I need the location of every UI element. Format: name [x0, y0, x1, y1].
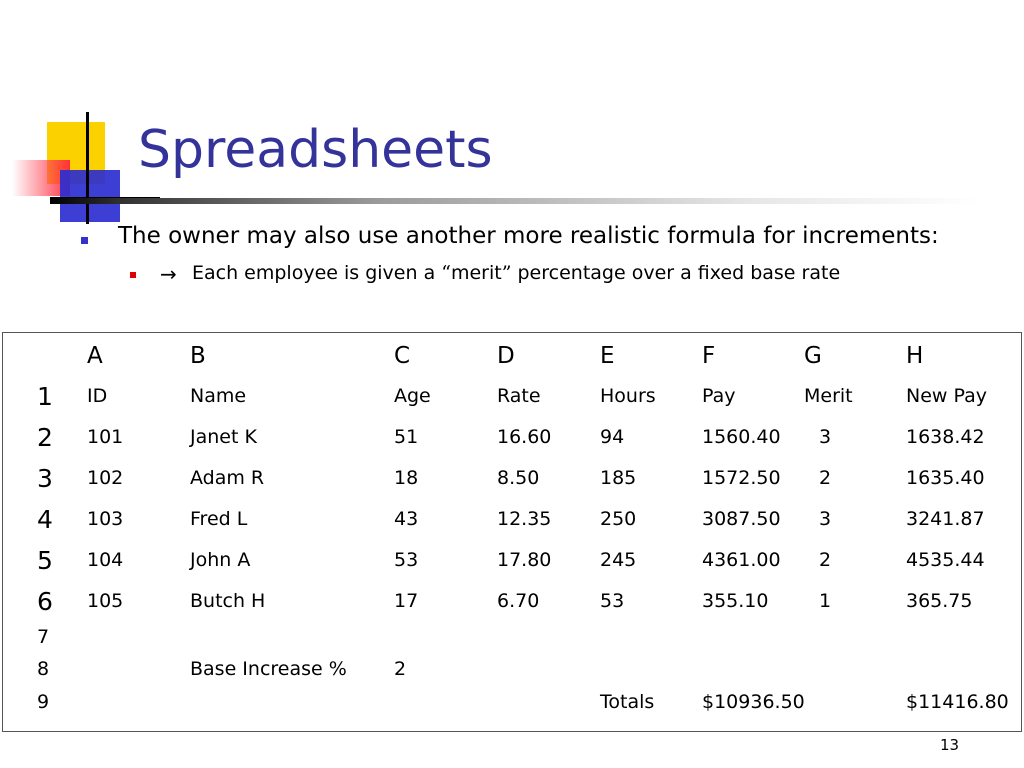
cell-d5: 17.80 — [497, 549, 552, 571]
row-header-1: 1 — [37, 382, 53, 411]
bullet-marker — [81, 237, 88, 244]
sub-bullet-marker — [130, 272, 136, 278]
close-quote: ” — [501, 262, 512, 284]
cell-h1: New Pay — [906, 385, 987, 407]
merit-word: merit — [450, 262, 502, 284]
column-header-d: D — [497, 343, 515, 369]
cell-f3: 1572.50 — [702, 467, 781, 489]
cell-f4: 3087.50 — [702, 508, 781, 530]
cell-d2: 16.60 — [497, 426, 552, 448]
column-header-h: H — [906, 343, 924, 369]
row-header-3: 3 — [37, 464, 53, 493]
row-header-6: 6 — [37, 587, 53, 616]
sub-bullet-post: percentage over a fixed base rate — [511, 262, 841, 284]
cell-h9: $11416.80 — [906, 691, 1009, 713]
cell-f5: 4361.00 — [702, 549, 781, 571]
cell-c6: 17 — [394, 590, 419, 612]
cell-f9: $10936.50 — [702, 691, 805, 713]
row-header-4: 4 — [37, 505, 53, 534]
cell-c1: Age — [394, 385, 431, 407]
cell-g3: 2 — [819, 467, 832, 489]
cell-h5: 4535.44 — [906, 549, 985, 571]
cell-h3: 1635.40 — [906, 467, 985, 489]
cell-g2: 3 — [819, 426, 832, 448]
cell-b1: Name — [190, 385, 247, 407]
cell-d3: 8.50 — [497, 467, 540, 489]
row-header-2: 2 — [37, 423, 53, 452]
cell-b5: John A — [190, 549, 251, 571]
cell-d1: Rate — [497, 385, 541, 407]
row-header-8: 8 — [37, 658, 50, 680]
row-header-7: 7 — [37, 626, 50, 648]
cell-d6: 6.70 — [497, 590, 540, 612]
cell-e6: 53 — [600, 590, 625, 612]
open-quote: “ — [441, 262, 451, 284]
page-number: 13 — [940, 736, 960, 754]
column-header-c: C — [394, 343, 411, 369]
cell-a1: ID — [87, 385, 108, 407]
cell-a6: 105 — [87, 590, 124, 612]
cell-b6: Butch H — [190, 590, 266, 612]
cell-g1: Merit — [804, 385, 853, 407]
spreadsheet-table — [2, 332, 1022, 732]
cell-a3: 102 — [87, 467, 124, 489]
cell-h6: 365.75 — [906, 590, 973, 612]
column-header-g: G — [804, 343, 822, 369]
column-header-a: A — [87, 343, 103, 369]
cell-c4: 43 — [394, 508, 419, 530]
cell-e9: Totals — [600, 691, 655, 713]
cell-a2: 101 — [87, 426, 124, 448]
cell-e4: 250 — [600, 508, 637, 530]
slide-title: Spreadsheets — [138, 120, 493, 180]
decor-vertical-line — [86, 112, 89, 224]
cell-c8: 2 — [394, 658, 407, 680]
row-header-9: 9 — [37, 691, 50, 713]
column-header-e: E — [600, 343, 615, 369]
cell-c5: 53 — [394, 549, 419, 571]
cell-b8: Base Increase % — [190, 658, 347, 680]
title-underline-gradient — [50, 198, 980, 204]
cell-b3: Adam R — [190, 467, 265, 489]
cell-a4: 103 — [87, 508, 124, 530]
cell-g5: 2 — [819, 549, 832, 571]
cell-a5: 104 — [87, 549, 124, 571]
cell-b2: Janet K — [190, 426, 257, 448]
cell-b4: Fred L — [190, 508, 248, 530]
right-arrow-icon: → — [160, 262, 177, 286]
cell-g4: 3 — [819, 508, 832, 530]
decor-blue-square — [60, 170, 120, 222]
cell-f6: 355.10 — [702, 590, 769, 612]
column-header-f: F — [702, 343, 716, 369]
sub-bullet-text — [192, 262, 840, 284]
cell-f2: 1560.40 — [702, 426, 781, 448]
cell-h4: 3241.87 — [906, 508, 985, 530]
column-header-b: B — [190, 343, 206, 369]
cell-e5: 245 — [600, 549, 637, 571]
cell-c2: 51 — [394, 426, 419, 448]
cell-c3: 18 — [394, 467, 419, 489]
sub-bullet-pre: Each employee is given a — [192, 262, 442, 284]
cell-e3: 185 — [600, 467, 637, 489]
cell-e1: Hours — [600, 385, 656, 407]
cell-f1: Pay — [702, 385, 736, 407]
cell-e2: 94 — [600, 426, 625, 448]
cell-h2: 1638.42 — [906, 426, 985, 448]
bullet-text: The owner may also use another more realistic formula for increments: — [118, 223, 939, 249]
cell-g6: 1 — [819, 590, 832, 612]
row-header-5: 5 — [37, 546, 53, 575]
cell-d4: 12.35 — [497, 508, 552, 530]
